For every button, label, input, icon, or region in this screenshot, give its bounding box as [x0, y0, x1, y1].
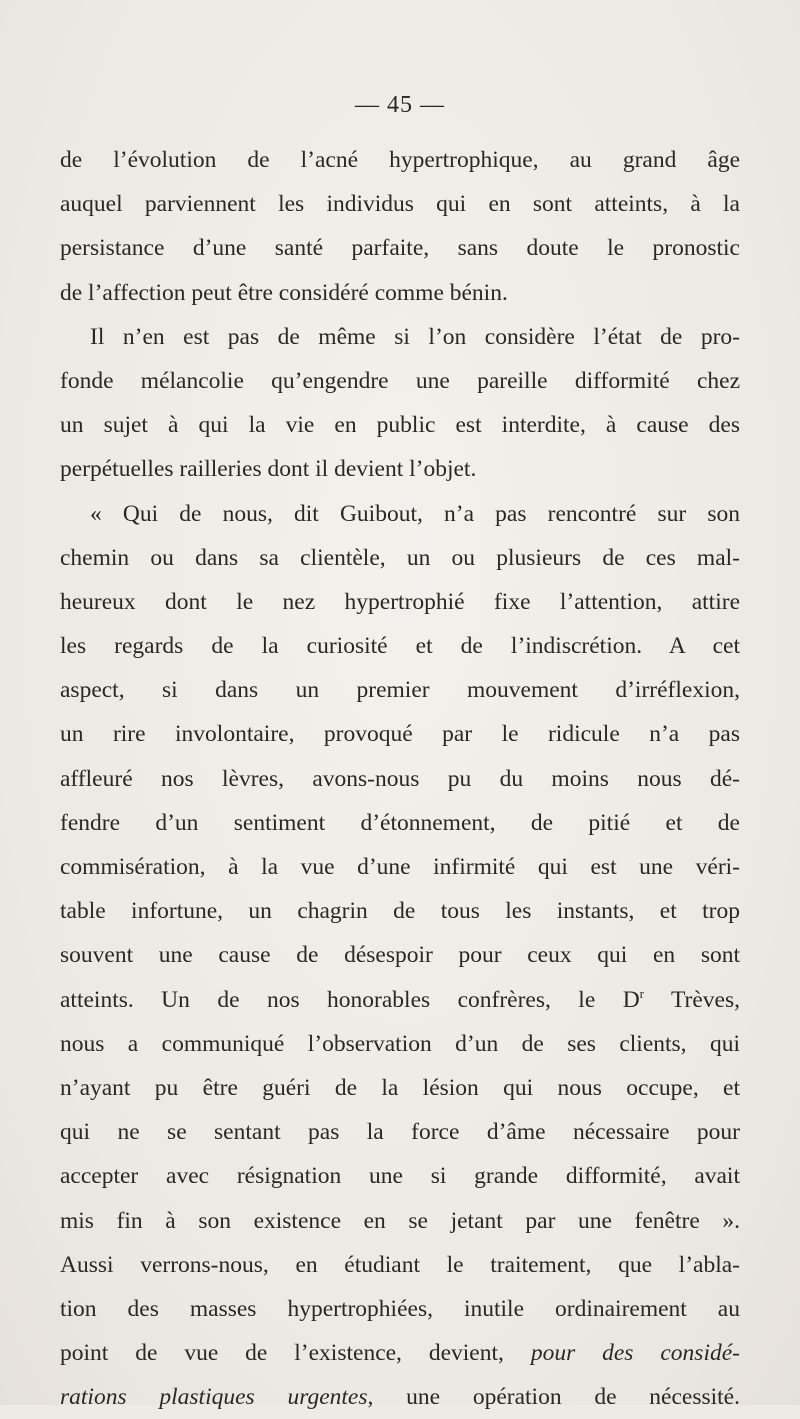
text-line: un sujet à qui la vie en public est interdite, à cause des — [60, 412, 740, 439]
italic-segment: rations plastiques urgentes — [60, 1384, 368, 1411]
text-line: nous a communiqué l’observation d’un de ses clients, qui — [60, 1030, 740, 1057]
text-line: tion des masses hypertrophiées, inutile ordinairement au — [60, 1295, 740, 1322]
text-line: commisération, à la vue d’une infirmité qui est une véri- — [60, 854, 740, 880]
text-line: chemin ou dans sa clientèle, un ou plusieurs de ces mal- — [60, 544, 740, 571]
text-line: aspect, si dans un premier mouvement d’irréflexion, — [60, 677, 740, 704]
body-text — [60, 138, 740, 1419]
superscript: r — [639, 985, 645, 1001]
italic-segment: pour des considé- — [530, 1340, 740, 1367]
text-line: qui ne se sentant pas la force d’âme nécessaire pour — [60, 1119, 740, 1146]
text-line: Il n’en est pas de même si l’on considère l’état de pro- — [90, 323, 740, 350]
text-line: un rire involontaire, provoqué par le ridicule n’a pas — [60, 721, 740, 748]
text-segment: point de vue de l’existence, devient, — [60, 1340, 531, 1367]
text-line: fendre d’un sentiment d’étonnement, de pitié et de — [60, 809, 740, 836]
page-number: — 45 — — [355, 92, 445, 118]
text-line: souvent une cause de désespoir pour ceux qui en sont — [60, 942, 740, 969]
text-line: heureux dont le nez hypertrophié fixe l’attention, attire — [60, 588, 740, 615]
text-line: accepter avec résignation une si grande difformité, avait — [60, 1163, 740, 1190]
text-line: de l’affection peut être considéré comme bénin. — [60, 279, 508, 306]
text-line: affleuré nos lèvres, avons-nous pu du moins nous dé- — [60, 765, 740, 792]
text-line: mis fin à son existence en se jetant par une fenêtre ». — [60, 1207, 740, 1234]
text-line: de l’évolution de l’acné hypertrophique, au grand âge — [60, 147, 740, 173]
text-line: persistance d’une santé parfaite, sans doute le pronostic — [60, 235, 740, 262]
text-line: fonde mélancolie qu’engendre une pareille difformité chez — [60, 367, 740, 394]
text-line: table infortune, un chagrin de tous les instants, et trop — [60, 898, 740, 925]
text-line — [60, 1375, 740, 1419]
text-segment: atteints. Un de nos honorables confrères, le D — [60, 986, 640, 1013]
text-line: n’ayant pu être guéri de la lésion qui nous occupe, et — [60, 1074, 740, 1101]
text-line: « Qui de nous, dit Guibout, n’a pas rencontré sur son — [90, 500, 740, 527]
text-segment: Trèves, — [644, 986, 740, 1013]
text-line: Aussi verrons-nous, en étudiant le traitement, que l’abla- — [60, 1251, 740, 1278]
text-segment: , une opération de nécessité. — [367, 1384, 740, 1411]
text-line: auquel parviennent les individus qui en sont atteints, à la — [60, 191, 740, 218]
text-line — [60, 1331, 740, 1375]
text-line: perpétuelles railleries dont il devient l’objet. — [60, 456, 477, 483]
text-line — [60, 978, 740, 1022]
text-line: les regards de la curiosité et de l’indiscrétion. A cet — [60, 633, 740, 660]
